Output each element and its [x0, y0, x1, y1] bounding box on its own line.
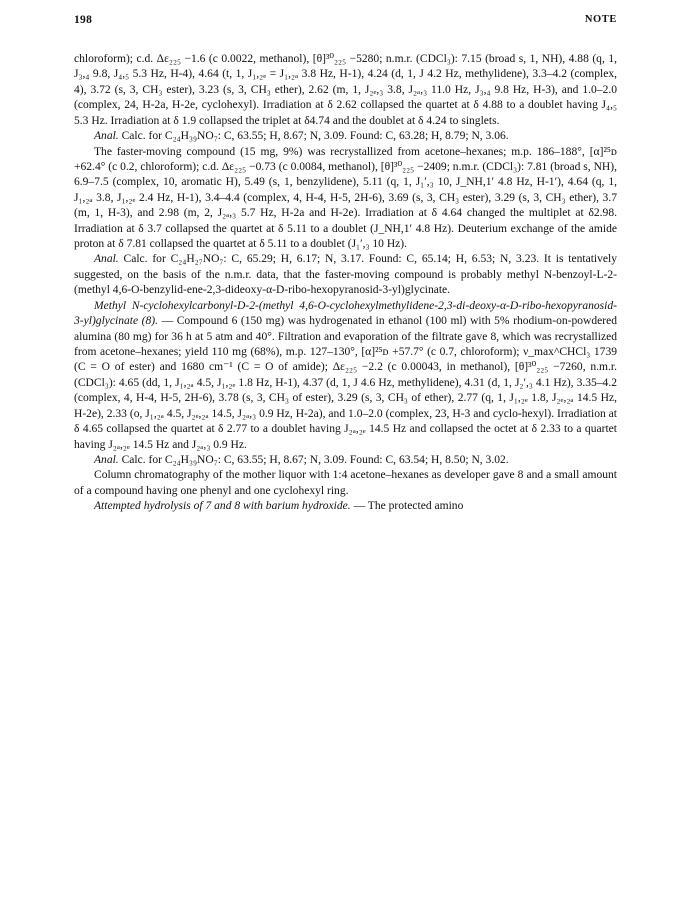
nmr-data-paragraph	[74, 52, 617, 129]
chromatography-paragraph	[74, 468, 617, 499]
paragraph-lead: Anal.	[94, 453, 119, 466]
paragraph-text: Column chromatography of the mother liquor with 1:4 acetone–hexanes as developer gave 8 and a small amount of a compound having one phenyl and one cyclohexyl ring.	[74, 469, 617, 497]
paragraph-text: chloroform); c.d. Δε₂₂₅ −1.6 (c 0.0022, methanol), [θ]³⁰₂₂₅ −5280; n.m.r. (CDCl₃): 7.15 (broad s, 1, NH), 4.88 (q, 1, J₃,₄ 9.8, J₄,₅ 5.3 Hz, H-4), 4.64 (t, 1, J₁,₂ₑ = J₁,₂ₐ 3.8 Hz, H-1), 4.24 (d, 1, J 4.2 Hz, methylidene), 3.3–4.2 (complex, 4), 3.72 (s, 3, CH₃ ester), 3.23 (s, 3, CH₃ ether), 2.62 (m, 1, J₂ₑ,₃ 3.8, J₂ₐ,₃ 11.0 Hz, J₃,₄ 9.8 Hz, H-3), and 1.0–2.0 (complex, 24, H-2a, H-2e, cyclohexyl). Irradiation at δ 2.62 collapsed the quartet at δ 4.88 to a doublet having J₄,₅ 5.3 Hz. Irradiation at δ 1.9 collapsed the triplet at δ4.74 and the doublet at δ 4.24 to singlets.	[74, 53, 617, 127]
hydrolysis-paragraph	[74, 499, 617, 514]
analysis-paragraph	[74, 453, 617, 468]
paragraph-lead: Anal.	[94, 253, 119, 266]
analysis-paragraph	[74, 129, 617, 144]
paragraph-text: Calc. for C₂₄H₃₉NO₇: C, 63.55; H, 8.67; N, 3.09. Found: C, 63.54; H, 8.50; N, 3.02.	[118, 453, 509, 466]
paragraph-lead: Anal.	[94, 130, 119, 143]
compound-8-paragraph	[74, 299, 617, 453]
paragraph-text: The faster-moving compound (15 mg, 9%) was recrystallized from acetone–hexanes; m.p. 186–188°, [α]²⁵ᴅ +62.4° (c 0.2, chloroform); c.d. Δε₂₂₅ −0.73 (c 0.0084, methanol), [θ]³⁰₂₂₅ −2409; n.m.r. (CDCl₃): 7.81 (broad s, NH), 6.9–7.5 (complex, 10, aromatic H), 5.49 (s, 1, benzylidene), 5.11 (q, 1, J₁′,₃ 10, J_NH,1′ 4.8 Hz, H-1′), 4.64 (q, 1, J₁,₂ₐ 3.8, J₁,₂ₑ 2.4 Hz, H-1), 3.4–4.4 (complex, 4, H-4, H-5, 2H-6), 3.69 (s, 3, CH₃ ester), 3.29 (s, 3, CH₃ ether), 3.7 (m, 1, H-3), and 2.98 (m, 2, J₂ₐ,₃ 5.7 Hz, H-2a and H-2e). Irradiation at δ 4.64 changed the multiplet at δ2.98. Irradiation at δ 3.7 collapsed the quartet at δ 5.11 to a doublet (J_NH,1′ 4.8 Hz). Deuterium exchange of the amide proton at δ 7.81 collapsed the quartet at δ 5.11 to a doublet (J₁′,₃ 10 Hz).	[74, 145, 617, 251]
faster-compound-paragraph	[74, 145, 617, 253]
compound-heading: Methyl N-cyclohexylcarbonyl-D-2-(methyl 4,6-O-cyclohexylmethylidene-2,3-di-deoxy-α-D-ribo-hexopyranosid-3-yl)glycinate (8).	[74, 299, 617, 328]
running-head: NOTE	[584, 14, 617, 25]
paragraph-text: Calc. for C₂₄H₃₉NO₇: C, 63.55; H, 8.67; N, 3.09. Found: C, 63.28; H, 8.79; N, 3.06.	[118, 130, 509, 143]
paragraph-text: Calc. for C₂₄H₂₇NO₇: C, 65.29; H, 6.17; N, 3.17. Found: C, 65.14; H, 6.53; N, 3.23. It is tentatively suggested, on the basis of the n.m.r. data, that the faster-moving compound is probably methyl N-benzoyl-L-2-(methyl 4,6-O-benzylid-ene-2,3-dideoxy-α-D-ribo-hexopyranosid-3-yl)glycinate.	[74, 253, 617, 297]
paragraph-text: — The protected amino	[350, 500, 464, 513]
page-number: 198	[74, 14, 93, 26]
article-body	[74, 52, 617, 515]
section-heading: Attempted hydrolysis of 7 and 8 with barium hydroxide.	[94, 500, 351, 513]
paragraph-text: — Compound 6 (150 mg) was hydrogenated in ethanol (100 ml) with 5% rhodium-on-powdered alumina (80 mg) for 36 h at 5 atm and 40°. Filtration and evaporation of the filtrate gave 8, which was recrystallized from acetone–hexanes; yield 110 mg (68%), m.p. 127–130°, [α]²⁵ᴅ +57.7° (c 0.7, chloroform); ν_max^CHCl₃ 1739 (C = O of ester) and 1680 cm⁻¹ (C = O of amide); Δε₂₂₅ −2.2 (c 0.00043, in methanol), [θ]³⁰₂₂₅ −7260, n.m.r. (CDCl₃): 4.65 (dd, 1, J₁,₂ₐ 4.5, J₁,₂ₑ 1.8 Hz, H-1), 4.37 (d, 1, J 4.6 Hz, methylidene), 4.31 (d, 1, J₂′,₃ 4.1 Hz), 3.35–4.2 (complex, 4, H-4, H-5, 2H-6), 3.78 (s, 3, CH₃ of ester), 3.29 (s, 3, CH₃ of ether), 2.77 (q, 1, J₁,₂ₑ 1.8, J₂ₑ,₂ₐ 14.5 Hz, H-2e), 2.33 (o, J₁,₂ₐ 4.5, J₂ₑ,₂ₐ 14.5, J₂ₐ,₃ 0.9 Hz, H-2a), and 1.0–2.0 (complex, 23, H-3 and cyclo-hexyl). Irradiation at δ 4.65 collapsed the quartet at δ 2.77 to a doublet having J₂ₐ,₂ₑ 14.5 Hz and collapsed the octet at δ 2.33 to a quartet having J₂ₐ,₂ₑ 14.5 Hz and J₂ₐ,₃ 0.9 Hz.	[74, 315, 618, 451]
analysis-paragraph	[74, 252, 617, 298]
